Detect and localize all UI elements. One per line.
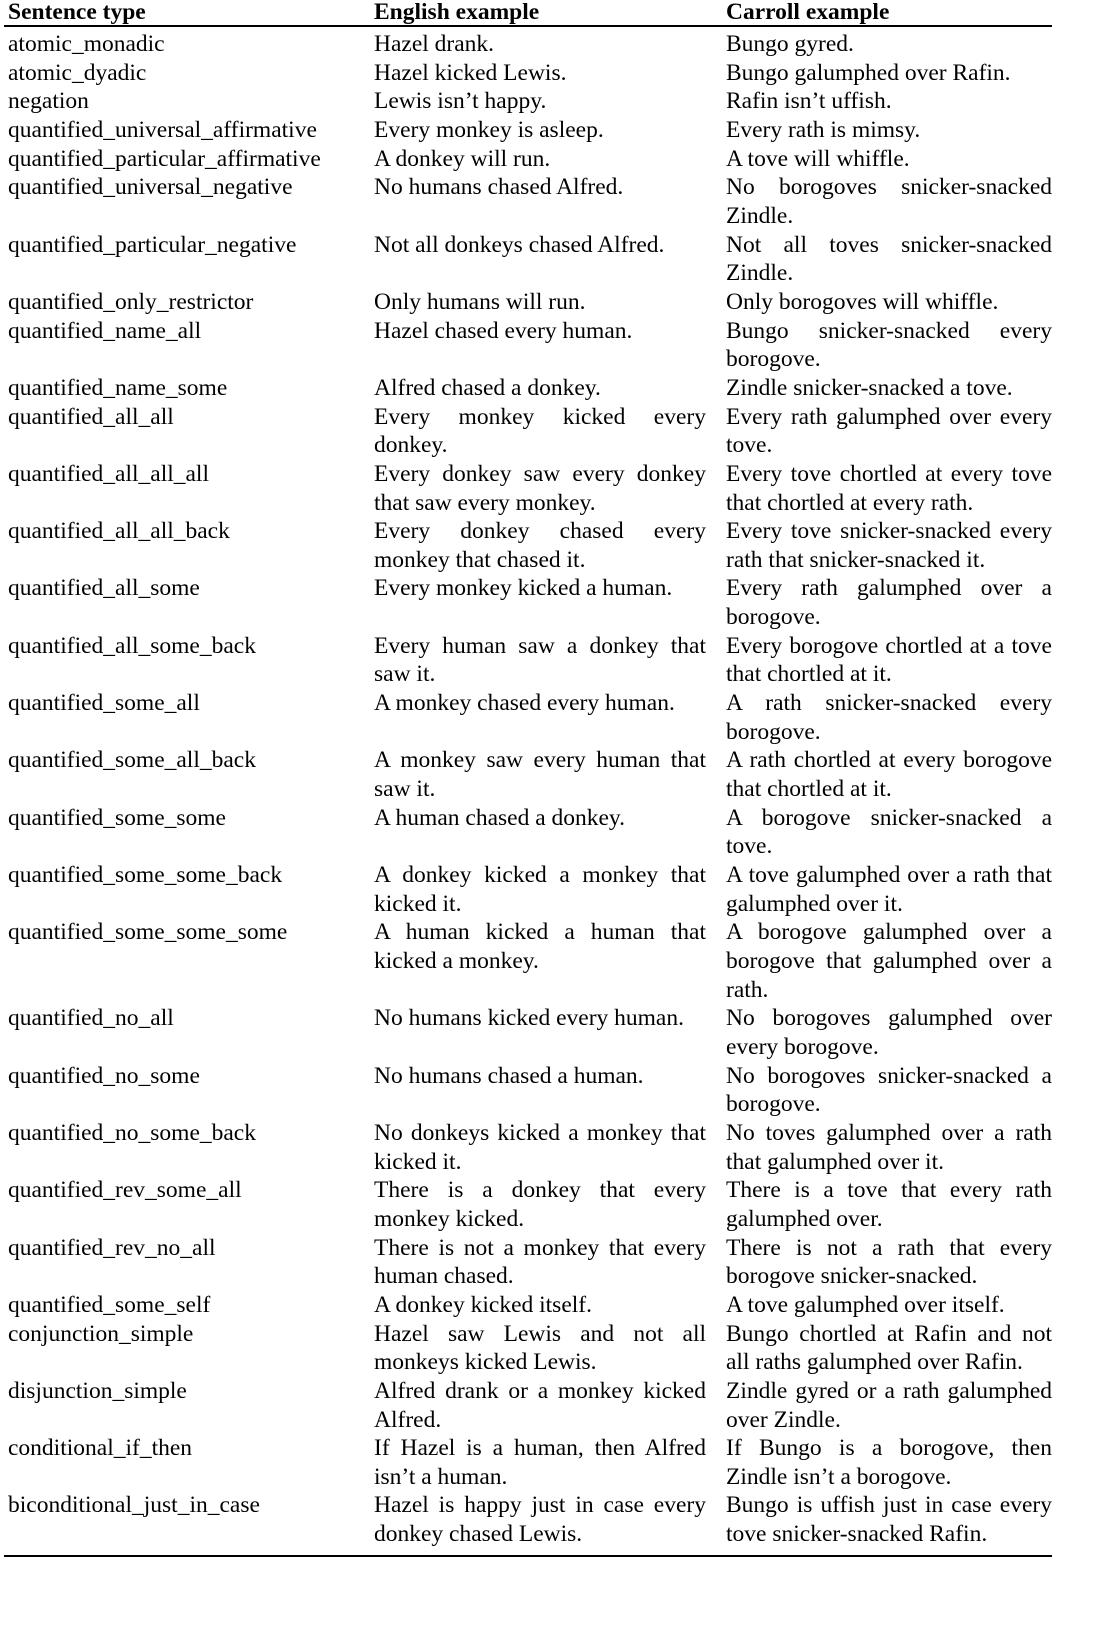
- cell-english-example: A donkey will run.: [374, 145, 551, 172]
- cell-sentence-type: quantified_some_some: [8, 804, 226, 831]
- cell-english-example: If Hazel is a human, then Alfred isn’t a human.: [374, 1435, 706, 1490]
- cell-sentence-type: quantified_all_all: [8, 403, 174, 430]
- cell-carroll-example: A rath snicker-snacked every borogove.: [726, 690, 1052, 745]
- cell-sentence-type: quantified_name_some: [8, 374, 228, 401]
- cell-sentence-type: quantified_all_all_all: [8, 460, 209, 487]
- cell-sentence-type: quantified_name_all: [8, 317, 202, 344]
- cell-carroll-example: No toves galumphed over a rath that galumphed over it.: [726, 1119, 1052, 1175]
- table-body: [4, 26, 1052, 1549]
- cell-sentence-type: quantified_all_some_back: [8, 632, 256, 659]
- cell-carroll-example: Rafin isn’t uffish.: [726, 88, 892, 115]
- cell-carroll-example: No borogoves snicker-snacked a borogove.: [726, 1062, 1052, 1118]
- cell-english-example: No humans kicked every human.: [374, 1005, 684, 1032]
- cell-sentence-type: quantified_rev_no_all: [8, 1234, 216, 1261]
- cell-carroll-example: Bungo is uffish just in case every tove snicker-snacked Rafin.: [726, 1492, 1052, 1548]
- cell-carroll-example: There is not a rath that every borogove snicker-snacked.: [726, 1234, 1052, 1290]
- cell-sentence-type: conjunction_simple: [8, 1320, 194, 1347]
- cell-carroll-example: Every tove snicker-snacked every rath that snicker-snacked it.: [726, 518, 1052, 573]
- cell-sentence-type: atomic_monadic: [8, 31, 165, 57]
- cell-sentence-type: quantified_some_some_back: [8, 862, 283, 889]
- table-row: [4, 517, 1052, 574]
- cell-sentence-type: negation: [8, 88, 89, 115]
- cell-english-example: Alfred chased a donkey.: [374, 374, 601, 401]
- cell-carroll-example: No borogoves galumphed over every borogove.: [726, 1005, 1052, 1060]
- cell-sentence-type: quantified_some_self: [8, 1291, 211, 1318]
- cell-english-example: Every human saw a donkey that saw it.: [374, 632, 706, 688]
- cell-sentence-type: quantified_some_some_some: [8, 919, 288, 946]
- cell-sentence-type: quantified_particular_affirmative: [8, 145, 321, 172]
- table-row: [4, 374, 1052, 403]
- table-row: [4, 804, 1052, 861]
- cell-english-example: A human chased a donkey.: [374, 804, 626, 831]
- cell-english-example: Every donkey saw every donkey that saw every monkey.: [374, 460, 706, 516]
- table-row: [4, 1234, 1052, 1291]
- cell-sentence-type: quantified_rev_some_all: [8, 1177, 242, 1204]
- cell-sentence-type: quantified_no_all: [8, 1005, 174, 1032]
- cell-sentence-type: conditional_if_then: [8, 1435, 193, 1462]
- cell-english-example: Hazel chased every human.: [374, 317, 633, 344]
- cell-carroll-example: A rath chortled at every borogove that chortled at it.: [726, 747, 1052, 803]
- cell-carroll-example: Every rath galumphed over a borogove.: [726, 575, 1052, 631]
- cell-sentence-type: quantified_no_some: [8, 1062, 200, 1089]
- cell-carroll-example: Zindle gyred or a rath galumphed over Zindle.: [726, 1377, 1052, 1433]
- cell-english-example: Not all donkeys chased Alfred.: [374, 231, 665, 258]
- cell-sentence-type: atomic_dyadic: [8, 59, 147, 86]
- cell-english-example: A donkey kicked itself.: [374, 1291, 592, 1318]
- table-row: [4, 1434, 1052, 1491]
- cell-carroll-example: A tove will whiffle.: [726, 145, 910, 172]
- cell-english-example: Every donkey chased every monkey that chased it.: [374, 518, 706, 573]
- cell-english-example: Every monkey kicked every donkey.: [374, 403, 706, 459]
- cell-english-example: Hazel drank.: [374, 31, 495, 57]
- cell-english-example: No donkeys kicked a monkey that kicked it.: [374, 1119, 706, 1175]
- cell-carroll-example: Bungo snicker-snacked every borogove.: [726, 317, 1052, 373]
- column-header-sentence-type: Sentence type: [4, 0, 364, 26]
- cell-carroll-example: Bungo chortled at Rafin and not all raths galumphed over Rafin.: [726, 1320, 1052, 1376]
- table-row: [4, 574, 1052, 631]
- cell-sentence-type: quantified_no_some_back: [8, 1119, 256, 1146]
- table-bottom-rule: [4, 1555, 1052, 1557]
- cell-carroll-example: Not all toves snicker-snacked Zindle.: [726, 231, 1052, 287]
- table-row: [4, 746, 1052, 803]
- cell-carroll-example: A tove galumphed over a rath that galumphed over it.: [726, 862, 1052, 917]
- cell-english-example: Every monkey is asleep.: [374, 116, 604, 143]
- cell-sentence-type: quantified_only_restrictor: [8, 288, 254, 315]
- table-row: [4, 1491, 1052, 1548]
- cell-carroll-example: Zindle snicker-snacked a tove.: [726, 374, 1013, 401]
- cell-english-example: Only humans will run.: [374, 288, 586, 315]
- cell-carroll-example: Bungo galumphed over Rafin.: [726, 59, 1011, 86]
- cell-carroll-example: Bungo gyred.: [726, 31, 854, 57]
- cell-english-example: Alfred drank or a monkey kicked Alfred.: [374, 1377, 706, 1433]
- cell-english-example: There is a donkey that every monkey kicked.: [374, 1177, 706, 1232]
- cell-english-example: Every monkey kicked a human.: [374, 575, 673, 602]
- table-row: [4, 1119, 1052, 1176]
- cell-english-example: No humans chased Alfred.: [374, 174, 624, 201]
- cell-english-example: A human kicked a human that kicked a monkey.: [374, 919, 706, 974]
- table-row: [4, 632, 1052, 689]
- table-header: [4, 0, 1052, 26]
- cell-carroll-example: There is a tove that every rath galumphed over.: [726, 1177, 1052, 1232]
- cell-carroll-example: Every borogove chortled at a tove that chortled at it.: [726, 632, 1052, 688]
- cell-english-example: A monkey saw every human that saw it.: [374, 747, 706, 803]
- table-row: [4, 173, 1052, 230]
- cell-carroll-example: Every rath is mimsy.: [726, 116, 921, 143]
- table-header-row: [4, 0, 1052, 26]
- table-row: [4, 145, 1052, 174]
- cell-carroll-example: Every rath galumphed over every tove.: [726, 403, 1052, 459]
- cell-english-example: A monkey chased every human.: [374, 690, 675, 717]
- table-row: [4, 403, 1052, 460]
- cell-carroll-example: A borogove galumphed over a borogove that galumphed over a rath.: [726, 919, 1052, 1003]
- table-row: [4, 861, 1052, 918]
- cell-sentence-type: quantified_universal_affirmative: [8, 116, 317, 143]
- cell-sentence-type: quantified_particular_negative: [8, 231, 297, 258]
- table-row: [4, 1320, 1052, 1377]
- cell-carroll-example: Every tove chortled at every tove that chortled at every rath.: [726, 460, 1052, 516]
- cell-carroll-example: No borogoves snicker-snacked Zindle.: [726, 174, 1052, 229]
- table-row: [4, 231, 1052, 288]
- column-header-english-example: English example: [364, 0, 716, 26]
- cell-english-example: Hazel is happy just in case every donkey chased Lewis.: [374, 1492, 706, 1548]
- cell-sentence-type: quantified_some_all: [8, 690, 200, 717]
- table-row: [4, 1291, 1052, 1320]
- sentence-type-examples-table: [4, 0, 1052, 1549]
- column-header-carroll-example: Carroll example: [716, 0, 1052, 26]
- cell-english-example: Lewis isn’t happy.: [374, 88, 547, 115]
- cell-carroll-example: A tove galumphed over itself.: [726, 1291, 1005, 1318]
- table-row: [4, 59, 1052, 88]
- table-row: [4, 1004, 1052, 1061]
- table-row: [4, 1062, 1052, 1119]
- cell-english-example: No humans chased a human.: [374, 1062, 644, 1089]
- cell-english-example: There is not a monkey that every human chased.: [374, 1234, 706, 1290]
- table-row: [4, 1377, 1052, 1434]
- cell-sentence-type: quantified_all_some: [8, 575, 200, 602]
- cell-sentence-type: quantified_all_all_back: [8, 518, 230, 545]
- cell-english-example: Hazel saw Lewis and not all monkeys kicked Lewis.: [374, 1320, 706, 1376]
- table-row: [4, 918, 1052, 1004]
- table-row: [4, 116, 1052, 145]
- cell-english-example: A donkey kicked a monkey that kicked it.: [374, 862, 706, 917]
- cell-sentence-type: biconditional_just_in_case: [8, 1492, 260, 1519]
- cell-carroll-example: A borogove snicker-snacked a tove.: [726, 804, 1052, 860]
- cell-sentence-type: disjunction_simple: [8, 1377, 187, 1404]
- cell-carroll-example: If Bungo is a borogove, then Zindle isn’t a borogove.: [726, 1435, 1052, 1490]
- cell-english-example: Hazel kicked Lewis.: [374, 59, 567, 86]
- table-row: [4, 689, 1052, 746]
- cell-carroll-example: Only borogoves will whiffle.: [726, 288, 999, 315]
- cell-sentence-type: quantified_universal_negative: [8, 174, 293, 201]
- table-row: [4, 288, 1052, 317]
- table-row: [4, 317, 1052, 374]
- table-row: [4, 26, 1052, 59]
- table-row: [4, 1176, 1052, 1233]
- table-row: [4, 460, 1052, 517]
- table-row: [4, 87, 1052, 116]
- cell-sentence-type: quantified_some_all_back: [8, 747, 256, 774]
